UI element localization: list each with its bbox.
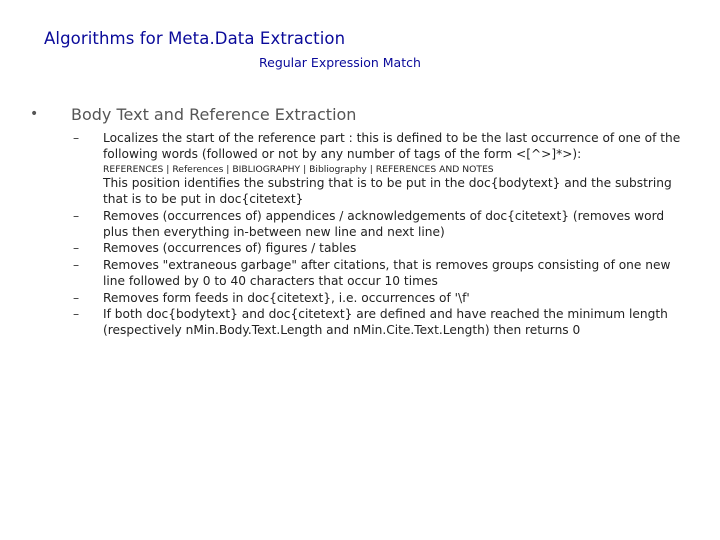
sub-bullet-list [73, 130, 683, 339]
list-item [73, 130, 683, 208]
section-heading: Body Text and Reference Extraction [71, 105, 357, 124]
list-item [73, 306, 683, 339]
item-text: Removes (occurrences of) appendices / acknowledgements of doc{citetext} (removes word plus then everything in-between new line and next line) [103, 208, 665, 240]
slide-title: Algorithms for Meta.Data Extraction [44, 29, 346, 48]
list-item [73, 290, 683, 306]
item-text: If both doc{bodytext} and doc{citetext} are defined and have reached the minimum length (respectively nMin.Body.Text.Length and nMin.Cite.Text.Length) then returns 0 [103, 307, 668, 338]
list-item [73, 208, 683, 241]
item-text: Localizes the start of the reference part : this is defined to be the last occurrence of one of the following words (followed or not by any number of tags of the form <[^>]*>): [103, 131, 681, 162]
dash-marker: – [73, 307, 80, 322]
dash-marker: – [73, 131, 80, 145]
list-item [73, 257, 683, 290]
dash-marker: – [73, 257, 80, 272]
item-text: Removes form feeds in doc{citetext}, i.e. occurrences of '\f' [103, 290, 470, 305]
bullet-marker: • [30, 106, 39, 122]
item-text-continued: This position identifies the substring that is to be put in the doc{bodytext} and the substring that is to be put in doc{citetext} [103, 175, 672, 207]
dash-marker: – [73, 290, 80, 305]
dash-marker: – [73, 241, 80, 256]
item-text: Removes "extraneous garbage" after citations, that is removes groups consisting of one new line followed by 0 to 40 characters that occur 10 times [103, 257, 671, 289]
list-item [73, 240, 683, 256]
keyword-list: REFERENCES | References | BIBLIOGRAPHY | Bibliography | REFERENCES AND NOTES [103, 163, 494, 175]
item-text: Removes (occurrences of) figures / tables [103, 241, 357, 256]
dash-marker: – [73, 208, 80, 223]
slide-subtitle: Regular Expression Match [259, 55, 421, 70]
